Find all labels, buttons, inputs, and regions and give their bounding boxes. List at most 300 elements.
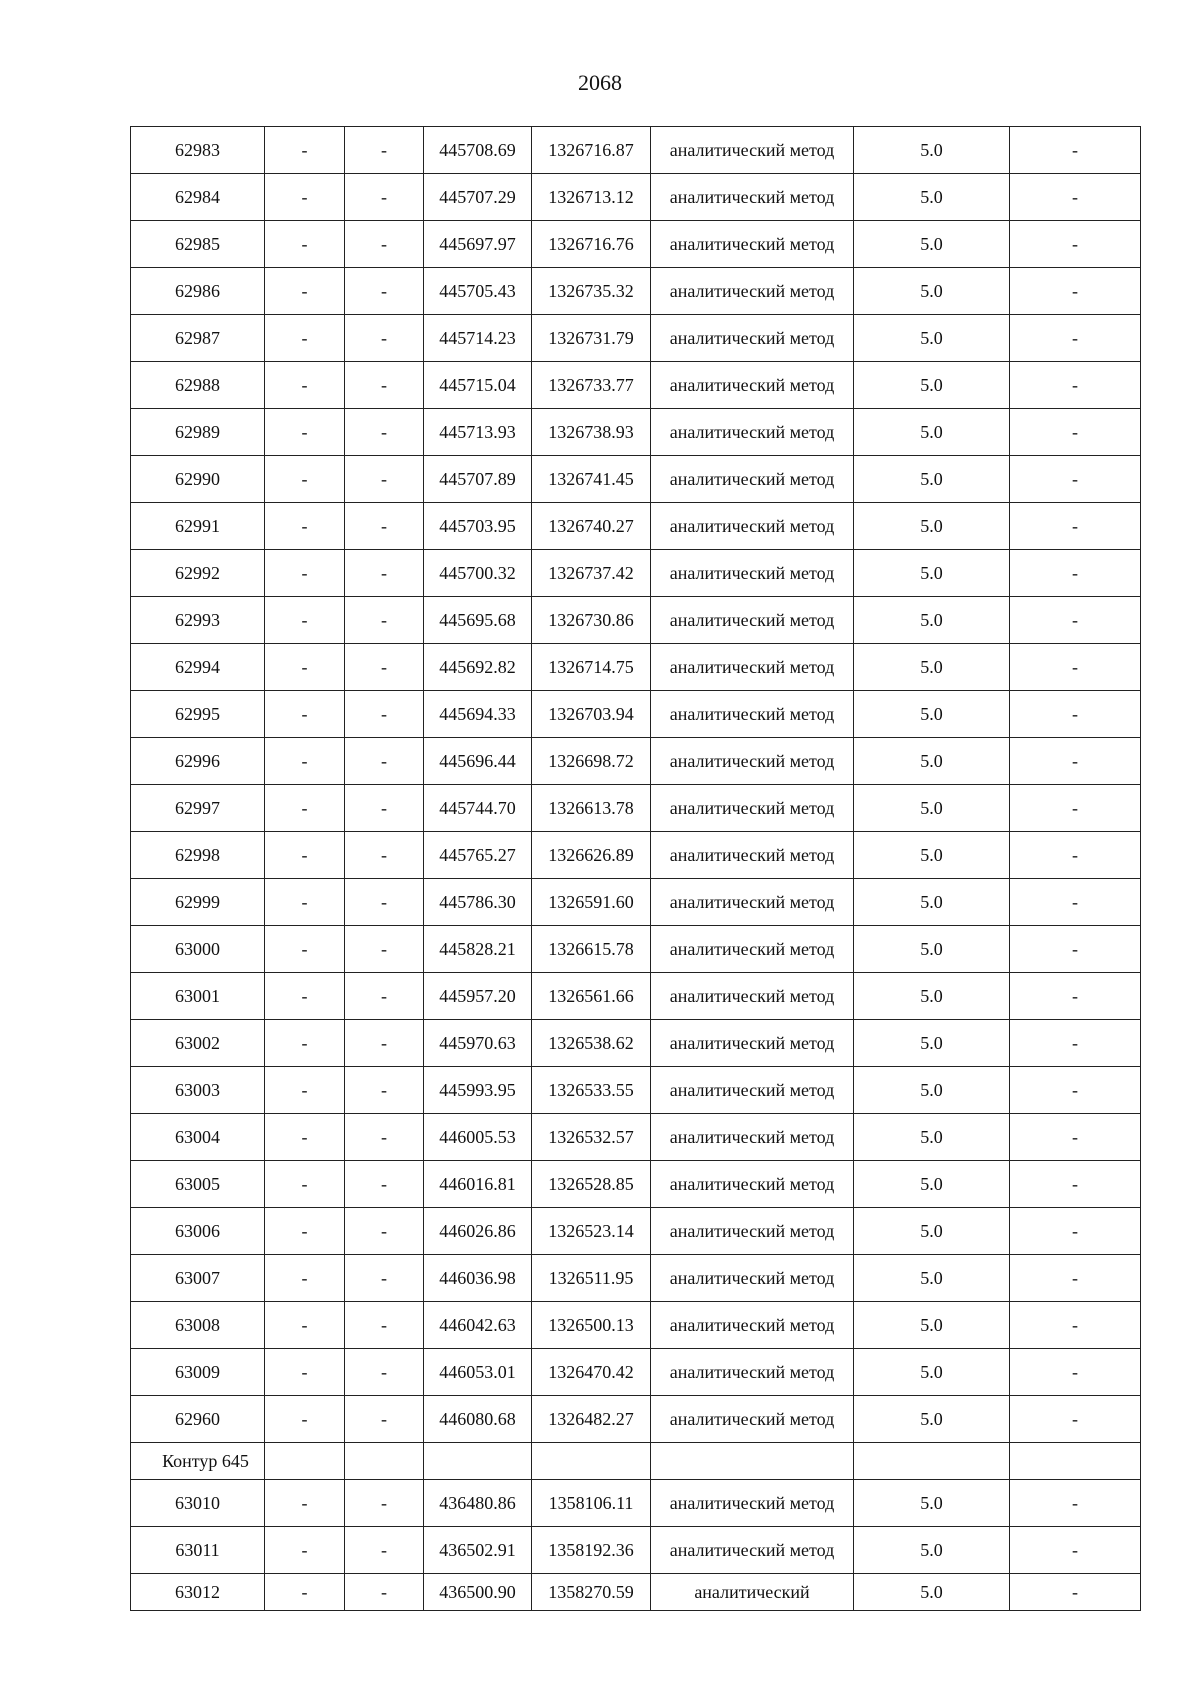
x-coordinate-cell: 445957.20 [424, 973, 532, 1020]
empty-dash-cell: - [265, 1574, 345, 1611]
table-row [131, 597, 1141, 644]
empty-dash-cell: - [265, 879, 345, 926]
accuracy-cell: 5.0 [854, 268, 1010, 315]
method-cell [651, 691, 854, 738]
empty-dash-cell: - [1010, 691, 1141, 738]
method-text: аналитический метод [669, 657, 835, 677]
method-text: аналитический метод [669, 892, 835, 912]
method-cell [651, 127, 854, 174]
point-number-cell: 63004 [131, 1114, 265, 1161]
method-text: аналитический метод [669, 1221, 835, 1241]
point-number-cell: 63008 [131, 1302, 265, 1349]
method-cell [651, 409, 854, 456]
y-coordinate-cell: 1326532.57 [532, 1114, 651, 1161]
method-text: аналитический метод [669, 1080, 835, 1100]
table-row [131, 1396, 1141, 1443]
point-number-cell: 63006 [131, 1208, 265, 1255]
empty-dash-cell: - [265, 268, 345, 315]
table-row [131, 1020, 1141, 1067]
point-number-cell: 62988 [131, 362, 265, 409]
empty-dash-cell: - [345, 221, 424, 268]
empty-dash-cell: - [1010, 1208, 1141, 1255]
empty-dash-cell: - [1010, 315, 1141, 362]
empty-dash-cell: - [1010, 1114, 1141, 1161]
empty-dash-cell: - [265, 174, 345, 221]
method-cell [651, 832, 854, 879]
table-row [131, 1574, 1141, 1611]
table-row [131, 127, 1141, 174]
x-coordinate-cell: 445695.68 [424, 597, 532, 644]
method-cell [651, 973, 854, 1020]
accuracy-cell: 5.0 [854, 127, 1010, 174]
x-coordinate-cell: 445705.43 [424, 268, 532, 315]
method-text: аналитический метод [669, 1174, 835, 1194]
point-number-cell: 63001 [131, 973, 265, 1020]
table-row [131, 1161, 1141, 1208]
point-number-cell: 63007 [131, 1255, 265, 1302]
empty-dash-cell: - [1010, 738, 1141, 785]
accuracy-cell: 5.0 [854, 1255, 1010, 1302]
y-coordinate-cell: 1326523.14 [532, 1208, 651, 1255]
method-cell [651, 315, 854, 362]
accuracy-cell: 5.0 [854, 926, 1010, 973]
method-text: аналитический метод [669, 751, 835, 771]
table-row [131, 1349, 1141, 1396]
accuracy-cell: 5.0 [854, 832, 1010, 879]
method-text: аналитический метод [669, 1127, 835, 1147]
accuracy-cell: 5.0 [854, 1020, 1010, 1067]
method-cell [651, 1396, 854, 1443]
y-coordinate-cell: 1326698.72 [532, 738, 651, 785]
empty-dash-cell: - [1010, 127, 1141, 174]
empty-dash-cell: - [345, 597, 424, 644]
empty-dash-cell: - [345, 503, 424, 550]
method-cell [651, 1255, 854, 1302]
empty-dash-cell: - [345, 879, 424, 926]
empty-dash-cell: - [265, 644, 345, 691]
accuracy-cell: 5.0 [854, 879, 1010, 926]
empty-cell [1010, 1443, 1141, 1480]
point-number-cell: 62960 [131, 1396, 265, 1443]
empty-dash-cell: - [345, 1020, 424, 1067]
y-coordinate-cell: 1326740.27 [532, 503, 651, 550]
method-text: аналитический метод [669, 140, 835, 160]
empty-cell [651, 1443, 854, 1480]
accuracy-cell: 5.0 [854, 409, 1010, 456]
empty-dash-cell: - [265, 409, 345, 456]
method-text: аналитический метод [669, 1493, 835, 1513]
y-coordinate-cell: 1326613.78 [532, 785, 651, 832]
x-coordinate-cell: 445786.30 [424, 879, 532, 926]
table-row [131, 503, 1141, 550]
empty-dash-cell: - [1010, 409, 1141, 456]
empty-dash-cell: - [265, 456, 345, 503]
method-cell [651, 785, 854, 832]
empty-dash-cell: - [345, 832, 424, 879]
method-text: аналитический [694, 1582, 810, 1602]
x-coordinate-cell: 436502.91 [424, 1527, 532, 1574]
empty-dash-cell: - [345, 1480, 424, 1527]
empty-dash-cell: - [265, 597, 345, 644]
coordinates-table [130, 126, 1141, 1611]
method-cell [651, 221, 854, 268]
table-row [131, 1067, 1141, 1114]
method-text: аналитический метод [669, 328, 835, 348]
y-coordinate-cell: 1326731.79 [532, 315, 651, 362]
empty-dash-cell: - [1010, 503, 1141, 550]
x-coordinate-cell: 445714.23 [424, 315, 532, 362]
table-row [131, 221, 1141, 268]
x-coordinate-cell: 445715.04 [424, 362, 532, 409]
empty-dash-cell: - [1010, 785, 1141, 832]
empty-dash-cell: - [265, 738, 345, 785]
method-cell [651, 362, 854, 409]
table-row [131, 926, 1141, 973]
point-number-cell: 63005 [131, 1161, 265, 1208]
method-cell [651, 550, 854, 597]
empty-dash-cell: - [1010, 973, 1141, 1020]
method-text: аналитический метод [669, 281, 835, 301]
table-row [131, 456, 1141, 503]
y-coordinate-cell: 1326703.94 [532, 691, 651, 738]
table-row [131, 1302, 1141, 1349]
empty-dash-cell: - [345, 362, 424, 409]
empty-dash-cell: - [345, 550, 424, 597]
empty-dash-cell: - [265, 1020, 345, 1067]
point-number-cell: 63000 [131, 926, 265, 973]
x-coordinate-cell: 436480.86 [424, 1480, 532, 1527]
x-coordinate-cell: 445970.63 [424, 1020, 532, 1067]
y-coordinate-cell: 1326716.76 [532, 221, 651, 268]
method-text: аналитический метод [669, 516, 835, 536]
method-cell [651, 597, 854, 644]
point-number-cell: 63003 [131, 1067, 265, 1114]
y-coordinate-cell: 1326626.89 [532, 832, 651, 879]
y-coordinate-cell: 1326500.13 [532, 1302, 651, 1349]
x-coordinate-cell: 436500.90 [424, 1574, 532, 1611]
x-coordinate-cell: 446026.86 [424, 1208, 532, 1255]
x-coordinate-cell: 445713.93 [424, 409, 532, 456]
y-coordinate-cell: 1326738.93 [532, 409, 651, 456]
empty-dash-cell: - [345, 409, 424, 456]
point-number-cell: 62993 [131, 597, 265, 644]
method-cell [651, 1480, 854, 1527]
empty-dash-cell: - [265, 315, 345, 362]
y-coordinate-cell: 1326591.60 [532, 879, 651, 926]
accuracy-cell: 5.0 [854, 785, 1010, 832]
accuracy-cell: 5.0 [854, 644, 1010, 691]
table-row [131, 832, 1141, 879]
accuracy-cell: 5.0 [854, 1574, 1010, 1611]
table-row [131, 644, 1141, 691]
accuracy-cell: 5.0 [854, 550, 1010, 597]
point-number-cell: 62983 [131, 127, 265, 174]
method-cell [651, 268, 854, 315]
accuracy-cell: 5.0 [854, 221, 1010, 268]
point-number-cell: 63012 [131, 1574, 265, 1611]
point-number-cell: 62998 [131, 832, 265, 879]
empty-dash-cell: - [345, 1396, 424, 1443]
empty-dash-cell: - [1010, 362, 1141, 409]
empty-dash-cell: - [265, 1208, 345, 1255]
y-coordinate-cell: 1326470.42 [532, 1349, 651, 1396]
table-row [131, 1114, 1141, 1161]
y-coordinate-cell: 1326528.85 [532, 1161, 651, 1208]
method-cell [651, 1114, 854, 1161]
x-coordinate-cell: 445697.97 [424, 221, 532, 268]
x-coordinate-cell: 446016.81 [424, 1161, 532, 1208]
accuracy-cell: 5.0 [854, 315, 1010, 362]
point-number-cell: 62997 [131, 785, 265, 832]
accuracy-cell: 5.0 [854, 973, 1010, 1020]
empty-dash-cell: - [1010, 456, 1141, 503]
x-coordinate-cell: 445765.27 [424, 832, 532, 879]
x-coordinate-cell: 445694.33 [424, 691, 532, 738]
table-row [131, 550, 1141, 597]
empty-dash-cell: - [265, 127, 345, 174]
method-cell [651, 503, 854, 550]
method-cell [651, 1208, 854, 1255]
method-text: аналитический метод [669, 704, 835, 724]
empty-dash-cell: - [345, 1067, 424, 1114]
method-cell [651, 1302, 854, 1349]
accuracy-cell: 5.0 [854, 1067, 1010, 1114]
x-coordinate-cell: 445707.29 [424, 174, 532, 221]
method-text: аналитический метод [669, 1268, 835, 1288]
method-text: аналитический метод [669, 1409, 835, 1429]
method-cell [651, 644, 854, 691]
point-number-cell: 62994 [131, 644, 265, 691]
method-cell [651, 174, 854, 221]
method-cell [651, 456, 854, 503]
empty-dash-cell: - [1010, 1020, 1141, 1067]
empty-dash-cell: - [1010, 926, 1141, 973]
empty-dash-cell: - [345, 1114, 424, 1161]
y-coordinate-cell: 1326735.32 [532, 268, 651, 315]
empty-dash-cell: - [265, 973, 345, 1020]
empty-dash-cell: - [1010, 597, 1141, 644]
y-coordinate-cell: 1358192.36 [532, 1527, 651, 1574]
empty-dash-cell: - [1010, 832, 1141, 879]
method-text: аналитический метод [669, 798, 835, 818]
empty-dash-cell: - [345, 456, 424, 503]
y-coordinate-cell: 1358106.11 [532, 1480, 651, 1527]
x-coordinate-cell: 445993.95 [424, 1067, 532, 1114]
x-coordinate-cell: 446042.63 [424, 1302, 532, 1349]
x-coordinate-cell: 445692.82 [424, 644, 532, 691]
accuracy-cell: 5.0 [854, 1527, 1010, 1574]
empty-dash-cell: - [265, 832, 345, 879]
table-row [131, 973, 1141, 1020]
point-number-cell: 62999 [131, 879, 265, 926]
x-coordinate-cell: 445707.89 [424, 456, 532, 503]
empty-dash-cell: - [345, 315, 424, 362]
y-coordinate-cell: 1326730.86 [532, 597, 651, 644]
empty-dash-cell: - [1010, 550, 1141, 597]
empty-dash-cell: - [1010, 1161, 1141, 1208]
empty-dash-cell: - [1010, 1480, 1141, 1527]
x-coordinate-cell: 446036.98 [424, 1255, 532, 1302]
empty-dash-cell: - [1010, 1574, 1141, 1611]
x-coordinate-cell: 446053.01 [424, 1349, 532, 1396]
y-coordinate-cell: 1326511.95 [532, 1255, 651, 1302]
empty-dash-cell: - [1010, 1255, 1141, 1302]
empty-dash-cell: - [265, 1349, 345, 1396]
point-number-cell: 62991 [131, 503, 265, 550]
y-coordinate-cell: 1326714.75 [532, 644, 651, 691]
table-row [131, 1208, 1141, 1255]
accuracy-cell: 5.0 [854, 1114, 1010, 1161]
point-number-cell: 62996 [131, 738, 265, 785]
method-text: аналитический метод [669, 1033, 835, 1053]
table-row [131, 362, 1141, 409]
y-coordinate-cell: 1326538.62 [532, 1020, 651, 1067]
empty-dash-cell: - [345, 174, 424, 221]
y-coordinate-cell: 1326733.77 [532, 362, 651, 409]
table-row [131, 1255, 1141, 1302]
method-cell [651, 1574, 854, 1611]
empty-dash-cell: - [345, 691, 424, 738]
empty-dash-cell: - [265, 1527, 345, 1574]
empty-dash-cell: - [345, 127, 424, 174]
method-text: аналитический метод [669, 469, 835, 489]
accuracy-cell: 5.0 [854, 597, 1010, 644]
empty-dash-cell: - [1010, 879, 1141, 926]
accuracy-cell: 5.0 [854, 1302, 1010, 1349]
empty-dash-cell: - [345, 1208, 424, 1255]
accuracy-cell: 5.0 [854, 1349, 1010, 1396]
accuracy-cell: 5.0 [854, 174, 1010, 221]
empty-dash-cell: - [265, 550, 345, 597]
empty-dash-cell: - [345, 1349, 424, 1396]
accuracy-cell: 5.0 [854, 456, 1010, 503]
empty-dash-cell: - [345, 1255, 424, 1302]
empty-dash-cell: - [1010, 1067, 1141, 1114]
table-row [131, 315, 1141, 362]
method-text: аналитический метод [669, 1315, 835, 1335]
empty-dash-cell: - [265, 1114, 345, 1161]
y-coordinate-cell: 1326533.55 [532, 1067, 651, 1114]
empty-cell [532, 1443, 651, 1480]
method-text: аналитический метод [669, 939, 835, 959]
empty-dash-cell: - [1010, 1527, 1141, 1574]
method-text: аналитический метод [669, 1362, 835, 1382]
y-coordinate-cell: 1326737.42 [532, 550, 651, 597]
y-coordinate-cell: 1326716.87 [532, 127, 651, 174]
method-cell [651, 1161, 854, 1208]
y-coordinate-cell: 1326713.12 [532, 174, 651, 221]
y-coordinate-cell: 1326741.45 [532, 456, 651, 503]
empty-dash-cell: - [265, 221, 345, 268]
empty-dash-cell: - [1010, 1302, 1141, 1349]
point-number-cell: 62986 [131, 268, 265, 315]
table-row [131, 174, 1141, 221]
method-cell [651, 1349, 854, 1396]
method-text: аналитический метод [669, 563, 835, 583]
x-coordinate-cell: 446080.68 [424, 1396, 532, 1443]
empty-dash-cell: - [265, 926, 345, 973]
point-number-cell: 62995 [131, 691, 265, 738]
table-row [131, 409, 1141, 456]
point-number-cell: 63009 [131, 1349, 265, 1396]
method-cell [651, 738, 854, 785]
empty-dash-cell: - [265, 1067, 345, 1114]
y-coordinate-cell: 1358270.59 [532, 1574, 651, 1611]
empty-dash-cell: - [345, 1302, 424, 1349]
coordinates-table-body [131, 127, 1141, 1611]
empty-dash-cell: - [1010, 1349, 1141, 1396]
empty-dash-cell: - [345, 1527, 424, 1574]
empty-dash-cell: - [265, 362, 345, 409]
x-coordinate-cell: 445828.21 [424, 926, 532, 973]
point-number-cell: 62990 [131, 456, 265, 503]
empty-cell [424, 1443, 532, 1480]
empty-dash-cell: - [345, 1161, 424, 1208]
method-text: аналитический метод [669, 1540, 835, 1560]
point-number-cell: 62984 [131, 174, 265, 221]
empty-cell [345, 1443, 424, 1480]
method-text: аналитический метод [669, 375, 835, 395]
table-row [131, 268, 1141, 315]
method-text: аналитический метод [669, 986, 835, 1006]
empty-dash-cell: - [345, 738, 424, 785]
empty-dash-cell: - [265, 691, 345, 738]
method-cell [651, 1527, 854, 1574]
empty-cell [854, 1443, 1010, 1480]
x-coordinate-cell: 446005.53 [424, 1114, 532, 1161]
y-coordinate-cell: 1326482.27 [532, 1396, 651, 1443]
x-coordinate-cell: 445700.32 [424, 550, 532, 597]
empty-dash-cell: - [345, 973, 424, 1020]
empty-dash-cell: - [345, 785, 424, 832]
empty-dash-cell: - [1010, 221, 1141, 268]
empty-dash-cell: - [345, 268, 424, 315]
method-text: аналитический метод [669, 422, 835, 442]
empty-dash-cell: - [345, 926, 424, 973]
empty-dash-cell: - [265, 1255, 345, 1302]
empty-dash-cell: - [265, 503, 345, 550]
accuracy-cell: 5.0 [854, 1161, 1010, 1208]
method-cell [651, 926, 854, 973]
table-row [131, 879, 1141, 926]
empty-dash-cell: - [265, 785, 345, 832]
table-row [131, 785, 1141, 832]
empty-dash-cell: - [345, 1574, 424, 1611]
page-number: 2068 [578, 70, 622, 95]
accuracy-cell: 5.0 [854, 1480, 1010, 1527]
empty-dash-cell: - [265, 1302, 345, 1349]
point-number-cell: 62987 [131, 315, 265, 362]
method-text: аналитический метод [669, 845, 835, 865]
point-number-cell: 63002 [131, 1020, 265, 1067]
point-number-cell: 62989 [131, 409, 265, 456]
method-cell [651, 879, 854, 926]
method-text: аналитический метод [669, 234, 835, 254]
empty-dash-cell: - [345, 644, 424, 691]
point-number-cell: 62985 [131, 221, 265, 268]
y-coordinate-cell: 1326561.66 [532, 973, 651, 1020]
empty-dash-cell: - [1010, 268, 1141, 315]
method-text: аналитический метод [669, 610, 835, 630]
x-coordinate-cell: 445696.44 [424, 738, 532, 785]
table-row [131, 1527, 1141, 1574]
table-row [131, 738, 1141, 785]
x-coordinate-cell: 445708.69 [424, 127, 532, 174]
x-coordinate-cell: 445744.70 [424, 785, 532, 832]
accuracy-cell: 5.0 [854, 362, 1010, 409]
accuracy-cell: 5.0 [854, 1208, 1010, 1255]
accuracy-cell: 5.0 [854, 1396, 1010, 1443]
